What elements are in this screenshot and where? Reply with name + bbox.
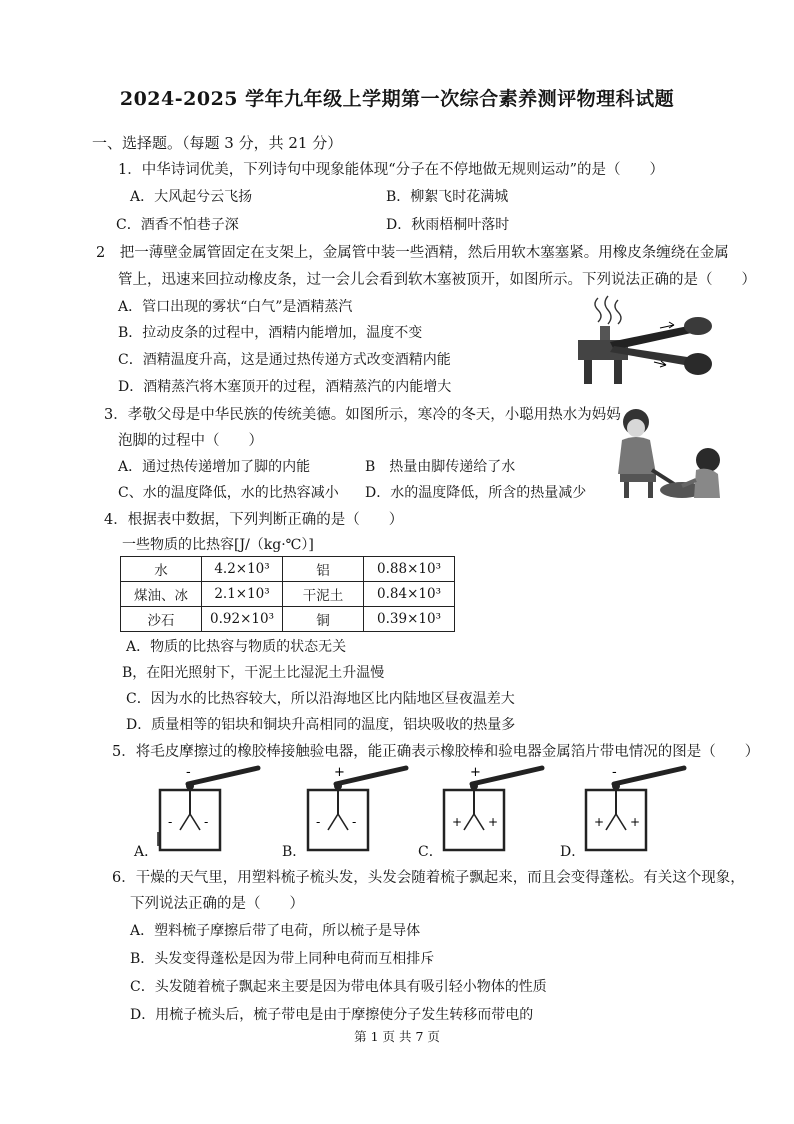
table-cell: 0.84×10³: [364, 582, 455, 607]
leaf-charge-sign: -: [168, 815, 173, 829]
leaf-charge-sign: -: [352, 815, 357, 829]
q1-stem: 1．中华诗词优美，下列诗句中现象能体现“分子在不停地做无规则运动”的是（ ）: [118, 162, 665, 178]
page-footer: 第 1 页 共 7 页: [354, 1029, 440, 1044]
q6-option-a: A．塑料梳子摩擦后带了电荷，所以梳子是导体: [130, 923, 421, 939]
specific-heat-table: [120, 556, 455, 632]
table-row: [121, 582, 455, 607]
table-row: [121, 607, 455, 632]
section-heading: 一、选择题。（每题 3 分，共 21 分）: [92, 134, 343, 152]
foot-bath-figure: [612, 404, 730, 504]
table-cell: 4.2×10³: [202, 557, 283, 582]
table-cell: 铜: [283, 607, 364, 632]
q5-stem: 5．将毛皮摩擦过的橡胶棒接触验电器，能正确表示橡胶棒和验电器金属箔片带电情况的图是（ ）: [112, 744, 760, 760]
q4-option-c: C．因为水的比热容较大，所以沿海地区比内陆地区昼夜温差大: [126, 691, 515, 707]
q1-option-a: A．大风起兮云飞扬: [130, 189, 253, 205]
q2-stem-line2: 管上，迅速来回拉动橡皮条，过一会儿会看到软木塞被顶开，如图所示。下列说法正确的是（ ）: [118, 272, 756, 288]
option-label-b: B．: [282, 844, 307, 860]
electroscope-figure-a: [150, 762, 270, 858]
leaf-charge-sign: +: [488, 815, 499, 829]
q3-stem-line1: 3．孝敬父母是中华民族的传统美德。如图所示，寒冷的冬天，小聪用热水为妈妈: [104, 407, 621, 423]
q3-option-c: C、水的温度降低，水的比热容减小: [118, 485, 339, 501]
q6-option-b: B．头发变得蓬松是因为带上同种电荷而互相排斥: [130, 951, 435, 967]
q6-stem-line1: 6．干燥的天气里，用塑料梳子梳头发，头发会随着梳子飘起来，而且会变得蓬松。有关这个现象，: [112, 870, 745, 886]
table-cell: 水: [121, 557, 202, 582]
q2-option-b: B．拉动皮条的过程中，酒精内能增加，温度不变: [118, 325, 423, 341]
table-cell: 沙石: [121, 607, 202, 632]
q2-option-a: A．管口出现的雾状“白气”是酒精蒸汽: [118, 299, 353, 315]
q1-option-d: D．秋雨梧桐叶落时: [386, 217, 510, 233]
rod-charge-sign: +: [470, 765, 481, 780]
leaf-charge-sign: -: [316, 815, 321, 829]
table-cell: 铝: [283, 557, 364, 582]
option-label-d: D．: [560, 844, 586, 860]
q6-stem-line2: 下列说法正确的是（ ）: [130, 896, 304, 912]
leaf-charge-sign: -: [204, 815, 209, 829]
rod-charge-sign: -: [186, 765, 191, 780]
q1-option-b: B．柳絮飞时花满城: [386, 189, 509, 205]
q2-stem-line1: 2 把一薄壁金属管固定在支架上，金属管中装一些酒精，然后用软木塞塞紧。用橡皮条缠绕在金属: [96, 245, 729, 261]
q3-option-a: A．通过热传递增加了脚的内能: [118, 459, 311, 475]
table-cell: 干泥土: [283, 582, 364, 607]
q1-option-c: C．酒香不怕巷子深: [116, 217, 239, 233]
table-cell: 0.92×10³: [202, 607, 283, 632]
q6-option-d: D．用梳子梳头后，梳子带电是由于摩擦使分子发生转移而带电的: [130, 1007, 534, 1023]
page-title: 2024-2025 学年九年级上学期第一次综合素养测评物理科试题: [119, 88, 675, 110]
electroscope-figure-c: [434, 762, 554, 858]
table-cell: 0.88×10³: [364, 557, 455, 582]
metal-tube-figure: [570, 292, 730, 392]
rod-charge-sign: +: [334, 765, 345, 780]
table-cell: 2.1×10³: [202, 582, 283, 607]
leaf-charge-sign: +: [630, 815, 641, 829]
electroscope-figure-b: [298, 762, 418, 858]
table-cell: 煤油、冰: [121, 582, 202, 607]
leaf-charge-sign: +: [452, 815, 463, 829]
leaf-charge-sign: +: [594, 815, 605, 829]
table-cell: 0.39×10³: [364, 607, 455, 632]
q2-option-c: C．酒精温度升高，这是通过热传递方式改变酒精内能: [118, 352, 451, 368]
q3-option-b: B 热量由脚传递给了水: [365, 459, 516, 475]
q3-option-d: D．水的温度降低，所含的热量减少: [365, 485, 587, 501]
q6-option-c: C．头发随着梳子飘起来主要是因为带电体具有吸引轻小物体的性质: [130, 979, 547, 995]
q3-stem-line2: 泡脚的过程中（ ）: [118, 433, 263, 449]
table-row: [121, 557, 455, 582]
option-label-c: C．: [418, 844, 443, 860]
table-caption: 一些物质的比热容[J/（kg·℃）]: [122, 537, 314, 553]
q4-option-a: A．物质的比热容与物质的状态无关: [126, 639, 347, 655]
electroscope-figure-d: [576, 762, 696, 858]
q4-option-d: D．质量相等的铝块和铜块升高相同的温度，铝块吸收的热量多: [126, 717, 516, 733]
q4-option-b: B，在阳光照射下，干泥土比湿泥土升温慢: [122, 665, 385, 681]
option-label-a: A．: [134, 844, 159, 860]
q4-stem: 4．根据表中数据，下列判断正确的是（ ）: [104, 512, 404, 528]
rod-charge-sign: -: [612, 765, 617, 780]
q2-option-d: D．酒精蒸汽将木塞顶开的过程，酒精蒸汽的内能增大: [118, 379, 452, 395]
